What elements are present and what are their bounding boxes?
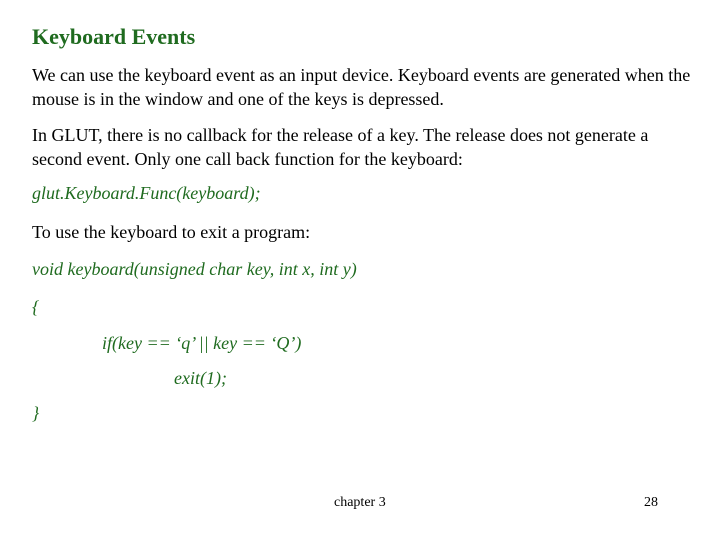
callback-paragraph: In GLUT, there is no callback for the release of a key. The release does not generate a second event. Only one call back function for the keyboard: [32,125,649,169]
footer-page-number: 28 [644,495,658,510]
code-line-close-brace: } [32,403,40,423]
code-line-exit-call: exit(1); [174,368,227,388]
exit-intro-text: To use the keyboard to exit a program: [32,222,311,242]
code-line-if-statement: if(key == ‘q’ || key == ‘Q’) [102,333,302,353]
keyboard-func-call: glut.Keyboard.Func(keyboard); [32,183,261,203]
intro-paragraph: We can use the keyboard event as an input device. Keyboard events are generated when the mouse is in the window and one of the keys is depressed. [32,65,691,109]
slide-title: Keyboard Events [32,24,196,49]
code-line-signature: void keyboard(unsigned char key, int x, int y) [32,259,357,279]
code-line-open-brace: { [32,297,40,317]
footer-chapter-label: chapter 3 [334,495,386,510]
